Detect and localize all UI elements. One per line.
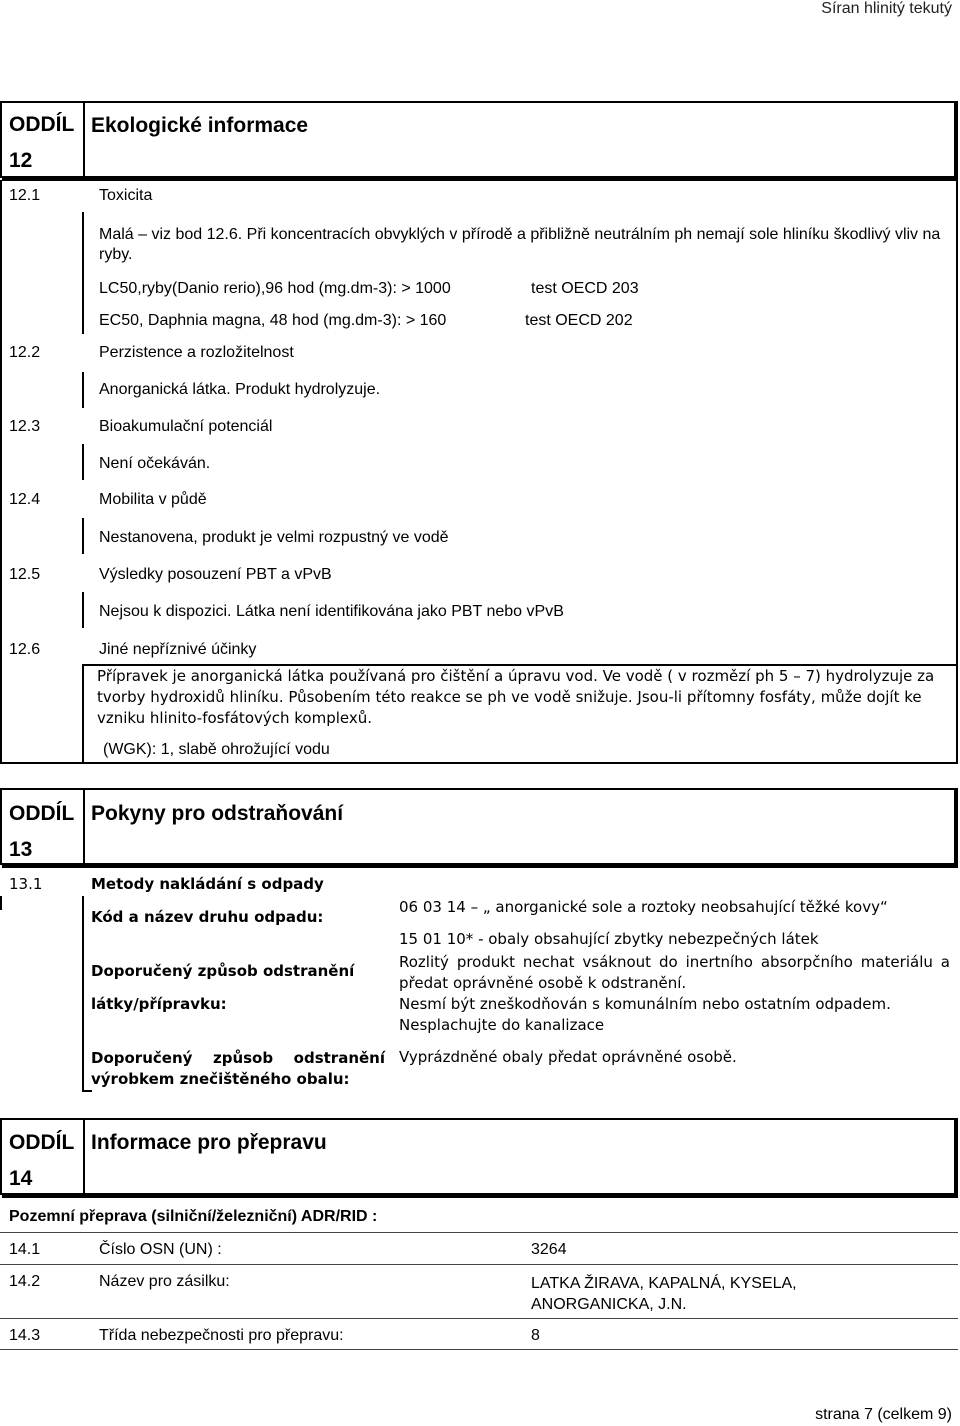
section-14-number: 14 [9, 1167, 33, 1190]
transport-row-1-label: Číslo OSN (UN) : [99, 1241, 222, 1258]
page-number: strana 7 (celkem 9) [815, 1406, 952, 1423]
disposal-label-1: Doporučený způsob odstranění [91, 962, 355, 980]
adverse-effects-text: Přípravek je anorganická látka používaná pro čištění a úpravu vod. Ve vodě ( v rozmězí ph 5 – 7) hydrolyzuje za tvorby hydroxidů hliníku. Působením této reakce se ph ve vodě snižuje. Jsou-li přítomny fosfáty, může dojít ke vzniku hlinito-fosfátových komplexů. [97, 667, 935, 727]
packaging-label: Doporučený způsob odstranění výrobkem znečištěného obalu: [91, 1049, 385, 1088]
section-13-title: Pokyny pro odstraňování [91, 802, 344, 825]
section-12-header [0, 101, 958, 178]
subsection-12-5-number: 12.5 [9, 566, 41, 583]
section-14-title: Informace pro přepravu [91, 1131, 327, 1154]
road-transport-heading: Pozemní přeprava (silniční/železniční) ADR/RID : [9, 1208, 378, 1225]
pbt-text: Nejsou k dispozici. Látka není identifikována jako PBT nebo vPvB [99, 603, 564, 620]
subsection-12-5-title: Výsledky posouzení PBT a vPvB [99, 566, 332, 583]
section-13-label: ODDÍL [9, 802, 75, 825]
subsection-12-1-number: 12.1 [9, 187, 41, 204]
waste-code-2: 15 01 10* - obaly obsahující zbytky nebezpečných látek [399, 930, 819, 948]
disposal-text-2: Nesmí být zneškodňován s komunálním nebo ostatním odpadem. [399, 995, 891, 1013]
ec50-value: EC50, Daphnia magna, 48 hod (mg.dm-3): > 160 [99, 312, 447, 329]
section-12-number: 12 [9, 149, 33, 172]
document-header-product: Síran hlinitý tekutý [821, 0, 952, 17]
transport-row-2-value: LATKA ŽIRAVA, KAPALNÁ, KYSELA, ANORGANICKA, J.N. [531, 1275, 797, 1313]
persistence-text: Anorganická látka. Produkt hydrolyzuje. [99, 381, 381, 398]
subsection-12-3-number: 12.3 [9, 418, 41, 435]
transport-row-3-value: 8 [531, 1327, 540, 1344]
waste-code-label: Kód a název druhu odpadu: [91, 908, 324, 926]
subsection-12-1-title: Toxicita [99, 187, 153, 204]
disposal-text-1: Rozlitý produkt nechat vsáknout do inertního absorpčního materiálu a předat oprávněné osobě k odstranění. [399, 953, 950, 992]
transport-row-1-number: 14.1 [9, 1241, 41, 1258]
lc50-test: test OECD 203 [531, 280, 639, 297]
subsection-13-1-number: 13.1 [9, 875, 43, 893]
toxicity-text: Malá – viz bod 12.6. Při koncentracích obvyklých v přírodě a přibližně neutrálním ph nemají sole hliníku škodlivý vliv na ryby. [99, 226, 941, 263]
transport-row-3-number: 14.3 [9, 1327, 41, 1344]
disposal-label-2: látky/přípravku: [91, 995, 227, 1013]
subsection-12-2-number: 12.2 [9, 344, 41, 361]
wgk-text: (WGK): 1, slabě ohrožující vodu [103, 741, 330, 758]
subsection-12-4-title: Mobilita v půdě [99, 491, 207, 508]
transport-row-2-label: Název pro zásilku: [99, 1273, 230, 1290]
section-12-label: ODDÍL [9, 113, 75, 136]
ec50-test: test OECD 202 [525, 312, 633, 329]
mobility-text: Nestanovena, produkt je velmi rozpustný ve vodě [99, 529, 449, 546]
transport-row-1-value: 3264 [531, 1241, 567, 1258]
subsection-12-6-number: 12.6 [9, 641, 41, 658]
bioaccumulation-text: Není očekáván. [99, 455, 211, 472]
transport-row-2-number: 14.2 [9, 1273, 41, 1290]
section-13-number: 13 [9, 838, 33, 861]
section-12-title: Ekologické informace [91, 114, 309, 137]
section-14-label: ODDÍL [9, 1131, 75, 1154]
transport-row-3-label: Třída nebezpečnosti pro přepravu: [99, 1327, 344, 1344]
subsection-13-1-title: Metody nakládání s odpady [91, 875, 324, 893]
disposal-text-3: Nesplachujte do kanalizace [399, 1016, 605, 1034]
subsection-12-2-title: Perzistence a rozložitelnost [99, 344, 294, 361]
subsection-12-6-title: Jiné nepříznivé účinky [99, 641, 257, 658]
packaging-text: Vyprázdněné obaly předat oprávněné osobě. [399, 1048, 737, 1066]
subsection-12-3-title: Bioakumulační potenciál [99, 418, 273, 435]
section-14-header [0, 1118, 958, 1195]
section-13-header [0, 788, 958, 865]
subsection-12-4-number: 12.4 [9, 491, 41, 508]
lc50-value: LC50,ryby(Danio rerio),96 hod (mg.dm-3): > 1000 [99, 280, 451, 297]
waste-code-1: 06 03 14 – „ anorganické sole a roztoky neobsahující těžké kovy“ [399, 898, 888, 916]
